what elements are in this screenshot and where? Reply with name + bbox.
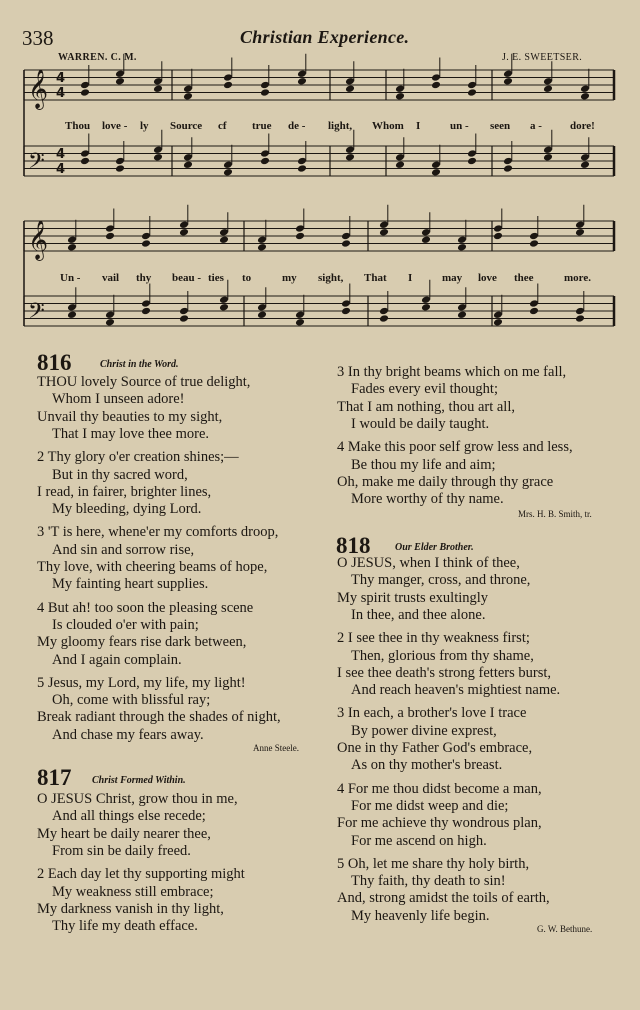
note-head (580, 92, 590, 101)
lyric-syllable: more. (564, 272, 591, 284)
note-head (345, 84, 355, 93)
lyric-syllable: Un - (60, 272, 81, 284)
hymn-816-title: Christ in the Word. (100, 359, 179, 370)
time-signature: 4 (56, 86, 66, 101)
time-signature: 4 (56, 71, 66, 86)
note-head (467, 88, 477, 97)
note-head (219, 235, 229, 244)
verse-line: More worthy of thy name. (351, 491, 504, 508)
verse-line: Unvail thy beauties to my sight, (37, 408, 223, 425)
lyric-syllable: love (478, 272, 497, 284)
note-head (295, 318, 305, 327)
note-head (575, 228, 585, 237)
note-head (183, 160, 193, 169)
verse-line: I would be daily taught. (351, 415, 490, 432)
verse-line: 3 'T is here, whene'er my comforts droop, (37, 524, 279, 541)
note-head (503, 164, 513, 173)
verse-line: My fainting heart supplies. (52, 576, 209, 593)
note-head (395, 92, 405, 101)
verse-line: One in thy Father God's embrace, (337, 740, 533, 756)
note-head (297, 77, 307, 86)
staff-lines (24, 70, 614, 326)
lyric-syllable: I (416, 120, 421, 132)
lyric-syllable: I (408, 272, 413, 284)
verse-line: 2 Thy glory o'er creation shines;— (37, 449, 239, 466)
note-head (297, 164, 307, 173)
notes (67, 54, 590, 327)
lyric-syllable: vail (102, 272, 120, 284)
note-head (257, 243, 267, 252)
note-head (105, 232, 115, 241)
verse-line: 4 Make this poor self grow less and less, (337, 439, 573, 456)
note-head (457, 310, 467, 319)
verse-line: 5 Jesus, my Lord, my life, my light! (37, 674, 246, 691)
verse-line: Oh, make me daily through thy grace (337, 473, 554, 490)
lyric-syllable: ly (140, 120, 149, 132)
lyric-syllable: seen (490, 120, 511, 132)
barlines (24, 70, 614, 326)
hymn-817-number: 817 (37, 765, 72, 790)
hymn-817-title: Christ Formed Within. (92, 775, 186, 786)
verse-line: And reach heaven's mightiest name. (351, 682, 561, 699)
verse-line: 3 In thy bright beams which on me fall, (337, 364, 567, 380)
note-head (179, 228, 189, 237)
note-head (105, 318, 115, 327)
clefs (28, 69, 65, 329)
lyric-syllable: to (242, 272, 252, 284)
lyric-syllable: de - (288, 120, 306, 132)
note-head (503, 77, 513, 86)
verse-line: My spirit trusts exultingly (337, 589, 489, 606)
verse-line: Fades every evil thought; (351, 381, 498, 398)
note-head (493, 232, 503, 241)
verse-line: THOU lovely Source of true delight, (37, 374, 251, 390)
verse-line: Oh, come with blissful ray; (52, 692, 211, 709)
verse-line: I read, in fairer, brighter lines, (37, 483, 212, 500)
lyric-syllable: may (442, 272, 463, 284)
hymn-818-title: Our Elder Brother. (395, 542, 474, 553)
note-head (80, 88, 90, 97)
note-head (379, 228, 389, 237)
lyric-syllable: Thou (65, 120, 91, 132)
note-head (260, 88, 270, 97)
lyric-syllable: Whom (372, 120, 404, 132)
note-head (257, 310, 267, 319)
note-head (67, 243, 77, 252)
lyric-syllable: ties (208, 272, 224, 284)
verse-line: That I may love thee more. (52, 425, 210, 442)
verse-line: My darkness vanish in thy light, (37, 900, 224, 917)
note-head (529, 239, 539, 248)
note-head (153, 153, 163, 162)
time-signature: 4 (56, 147, 66, 162)
verse-line: I see thee death's strong fetters burst, (337, 664, 552, 681)
verse-line: And all things else recede; (52, 808, 206, 825)
verse-line: My heart be daily nearer thee, (37, 825, 211, 842)
note-head (493, 318, 503, 327)
verse-line: That I am nothing, thou art all, (337, 398, 515, 415)
lyric-syllable: my (282, 272, 297, 284)
verse-line: For me achieve thy wondrous plan, (337, 815, 542, 832)
hymn-816-author: Anne Steele. (253, 743, 299, 753)
verse-line: O JESUS Christ, grow thou in me, (37, 791, 238, 807)
bass-clef-icon: 𝄢 (28, 149, 45, 179)
lyric-syllable: true (252, 120, 272, 132)
verse-line: Break radiant through the shades of night, (37, 709, 281, 726)
note-head (179, 314, 189, 323)
lyric-syllable: sight, (318, 272, 344, 284)
page-number: 338 (22, 26, 54, 50)
verse-line: And sin and sorrow rise, (52, 541, 195, 558)
verse-line: In thee, and thee alone. (351, 606, 486, 623)
verse-line: Be thou my life and aim; (351, 456, 496, 473)
lyric-syllable: thee (514, 272, 534, 284)
verse-line: 2 I see thee in thy weakness first; (337, 630, 530, 647)
note-head (115, 77, 125, 86)
lyric-syllable: beau - (172, 272, 202, 284)
lyric-syllable: a - (530, 120, 542, 132)
lyric-syllable: thy (136, 272, 152, 284)
verse-line: Thy manger, cross, and throne, (351, 572, 531, 589)
note-head (115, 164, 125, 173)
note-head (345, 153, 355, 162)
note-head (421, 303, 431, 312)
verse-line: From sin be daily freed. (52, 842, 191, 859)
tune-name: WARREN. C. M. (58, 52, 137, 63)
lyric-syllable: un - (450, 120, 469, 132)
note-head (431, 168, 441, 177)
verse-line: 4 But ah! too soon the pleasing scene (37, 599, 254, 616)
verse-line: O JESUS, when I think of thee, (337, 555, 520, 571)
hymn-818-number: 818 (336, 533, 371, 558)
note-head (379, 314, 389, 323)
note-head (457, 243, 467, 252)
note-head (395, 160, 405, 169)
lyric-syllable: light, (328, 120, 353, 132)
verse-line: But in thy sacred word, (52, 466, 188, 483)
note-head (223, 81, 233, 90)
note-head (421, 235, 431, 244)
note-head (295, 232, 305, 241)
note-head (529, 307, 539, 316)
verse-line: For me didst weep and die; (351, 797, 509, 814)
verse-line: As on thy mother's breast. (351, 757, 503, 774)
verse-line: And chase my fears away. (52, 726, 204, 743)
verse-line: My bleeding, dying Lord. (52, 501, 202, 518)
music-score (0, 0, 640, 345)
hymn-817-author: Mrs. H. B. Smith, tr. (518, 509, 592, 519)
note-head (543, 153, 553, 162)
verse-line: Thy faith, thy death to sin! (351, 873, 506, 890)
note-head (341, 239, 351, 248)
note-head (543, 84, 553, 93)
note-head (67, 310, 77, 319)
note-head (141, 307, 151, 316)
lyric-syllable: dore! (570, 120, 595, 132)
hymn-818-author: G. W. Bethune. (537, 924, 593, 934)
running-head: Christian Experience. (240, 27, 410, 47)
verse-line: 4 For me thou didst become a man, (337, 780, 542, 797)
verse-line: My heavenly life begin. (351, 907, 490, 924)
lyric-syllable: cf (218, 120, 227, 132)
verse-line: Then, glorious from thy shame, (351, 647, 534, 664)
bass-clef-icon: 𝄢 (28, 299, 45, 329)
verse-line: Thy life my death efface. (52, 918, 198, 935)
note-head (141, 239, 151, 248)
verse-line: Whom I unseen adore! (52, 391, 185, 408)
time-signature: 4 (56, 162, 66, 177)
note-head (431, 81, 441, 90)
note-head (580, 160, 590, 169)
hymn-816-number: 816 (37, 350, 72, 375)
verse-line: By power divine exprest, (351, 722, 497, 739)
verse-line: My gloomy fears rise dark between, (37, 634, 247, 651)
note-head (153, 84, 163, 93)
lyric-syllable: love - (102, 120, 128, 132)
verse-line: 2 Each day let thy supporting might (37, 866, 245, 883)
note-head (223, 168, 233, 177)
tune-composer: J. E. SWEETSER. (502, 52, 583, 63)
verse-line: Thy love, with cheering beams of hope, (37, 559, 268, 575)
note-head (183, 92, 193, 101)
note-head (80, 157, 90, 166)
note-head (575, 314, 585, 323)
treble-clef-icon: 𝄞 (28, 220, 49, 260)
verse-line: Is clouded o'er with pain; (52, 616, 199, 633)
note-head (467, 157, 477, 166)
note-head (260, 157, 270, 166)
lyric-syllable: Source (170, 120, 203, 132)
verse-line: And, strong amidst the toils of earth, (337, 890, 550, 907)
verse-line: My weakness still embrace; (52, 883, 214, 900)
note-head (341, 307, 351, 316)
note-head (219, 303, 229, 312)
verse-line: For me ascend on high. (351, 832, 487, 849)
verse-line: And I again complain. (52, 651, 182, 668)
treble-clef-icon: 𝄞 (28, 69, 49, 109)
lyric-syllable: That (364, 272, 387, 284)
verse-line: 3 In each, a brother's love I trace (337, 705, 527, 722)
verse-line: 5 Oh, let me share thy holy birth, (337, 855, 530, 872)
